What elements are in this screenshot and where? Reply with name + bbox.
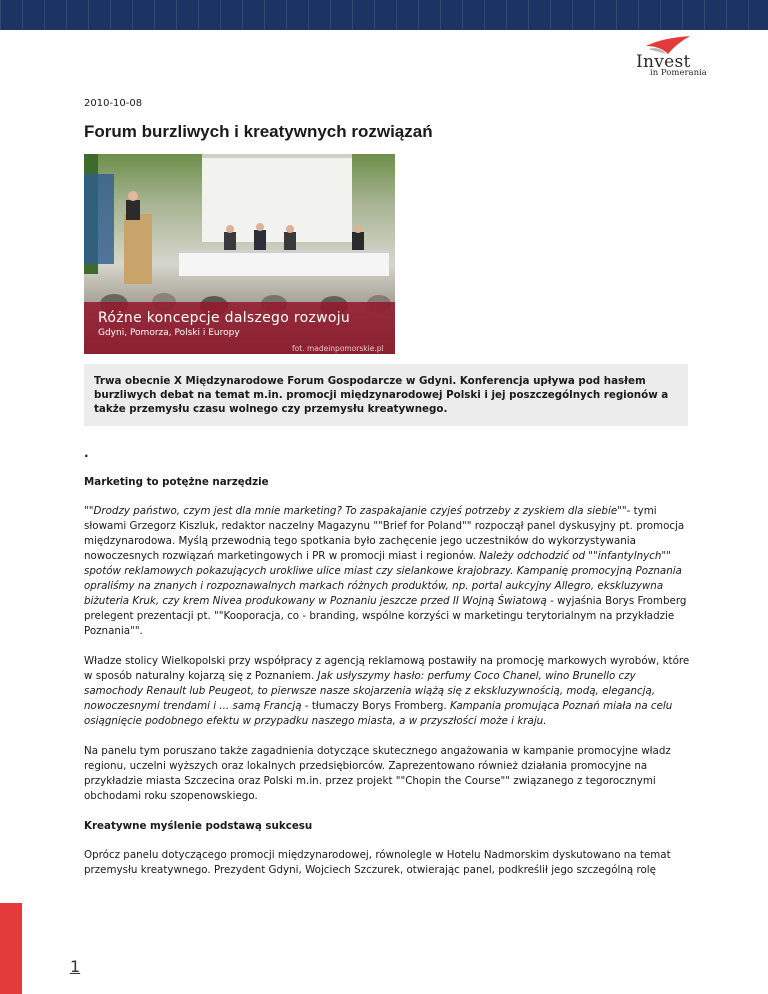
conference-photo [84,154,395,354]
paragraph-4: Oprócz panelu dotyczącego promocji międzynarodowej, równolegle w Hotelu Nadmorskim dyskutowano na temat przemysłu kreatywnego. Prezydent Gdyni, Wojciech Szczurek, otwierając panel, podkreślił jego szczególną rolę [84,849,671,876]
photo-caption-title: Różne koncepcje dalszego rozwoju [98,310,351,326]
article-date: 2010-10-08 [84,98,143,109]
separator-dot: . [84,446,89,460]
photo-credit: fot. madeinpomorskie.pl [292,344,384,353]
side-accent-bar [0,903,22,994]
logo-name: Invest [636,52,691,72]
quote-text: Należy odchodzić od ""infantylnych"" spotów reklamowych pokazujących urokliwe ulice miast czy sielankowe krajobrazy. Kampanię promocyjną Poznania opraliśmy na znanych i rozpoznawalnych markach różnych produktów, np. portal aukcyjny Allegro, ekskluzywna biżuteria Kruk, czy krem Nivea produkowany w Poznaniu jeszcze przed II Wojną Światową [84,550,682,607]
quote-text: Kampania promująca Poznań miała na celu osiągnięcie podobnego efektu w przypadku naszego miasta, a w przyszłości może i kraju. [84,700,673,727]
paragraph-2 [84,654,694,729]
logo-subtitle: in Pomerania [650,68,707,78]
page-number: 1 [70,957,81,976]
paragraph-text: Władze stolicy Wielkopolski przy współpracy z agencją reklamową postawiły na promocję markowych wyrobów, które w sposób naturalny kojarzą się z Poznaniem. [84,655,690,682]
paragraph-text: - tymi słowami Grzegorz Kiszluk, redaktor naczelny Magazynu ""Brief for Poland"" rozpoczął panel dyskusyjny pt. promocja międzynarodowa. Myślą przewodnią tego spotkania było zachęcenie jego uczestników do wykorzystywania nowoczesnych rozwiązań marketingowych i PR w promocji miast i regionów. [84,505,685,562]
section-heading-marketing: Marketing to potężne narzędzie [84,476,269,488]
article-title: Forum burzliwych i kreatywnych rozwiązań [84,122,433,141]
paragraph-text: - tłumaczy Borys Fromberg. [301,700,450,712]
paragraph-text: - wyjaśnia Borys Fromberg prelegent prezentacji pt. ""Kooporacja, co - branding, wspólne korzyści w marketingu terytorialnym na przykładzie Poznania"". [84,595,687,637]
paragraph-3: Na panelu tym poruszano także zagadnienia dotyczące skutecznego angażowania w kampanie promocyjne władz regionu, uczelni wyższych oraz lokalnych przedsiębiorców. Zaprezentowano również działania promocyjne na przykładzie miasta Szczecina oraz Polski m.in. przez projekt ""Chopin the Course"" związanego z tegorocznymi obchodami roku szopenowskiego. [84,745,671,802]
article-body [84,475,694,893]
section-heading-creative: Kreatywne myślenie podstawą sukcesu [84,820,313,832]
paragraph-1 [84,504,694,639]
quote-text: Jak usłyszymy hasło: perfumy Coco Chanel, wino Brunello czy samochody Renault lub Peugeot, to pierwsze nasze skojarzenia wiążą się z ekskluzywnością, modą, elegancją, nowoczesnymi trendami i ... samą Francją [84,670,656,712]
invest-in-pomerania-logo [628,36,738,80]
quote-text: ""Drodzy państwo, czym jest dla mnie marketing? To zaspakajanie czyjeś potrzeby z zyskiem dla siebie"" [84,505,627,517]
article-lead: Trwa obecnie X Międzynarodowe Forum Gospodarcze w Gdyni. Konferencja upływa pod hasłem burzliwych debat na temat m.in. promocji międzynarodowej Polski i jej poszczególnych regionów a także przemysłu czasu wolnego czy przemysłu kreatywnego. [84,364,688,426]
top-banner [0,0,768,30]
photo-caption-subtitle: Gdyni, Pomorza, Polski i Europy [98,328,240,338]
